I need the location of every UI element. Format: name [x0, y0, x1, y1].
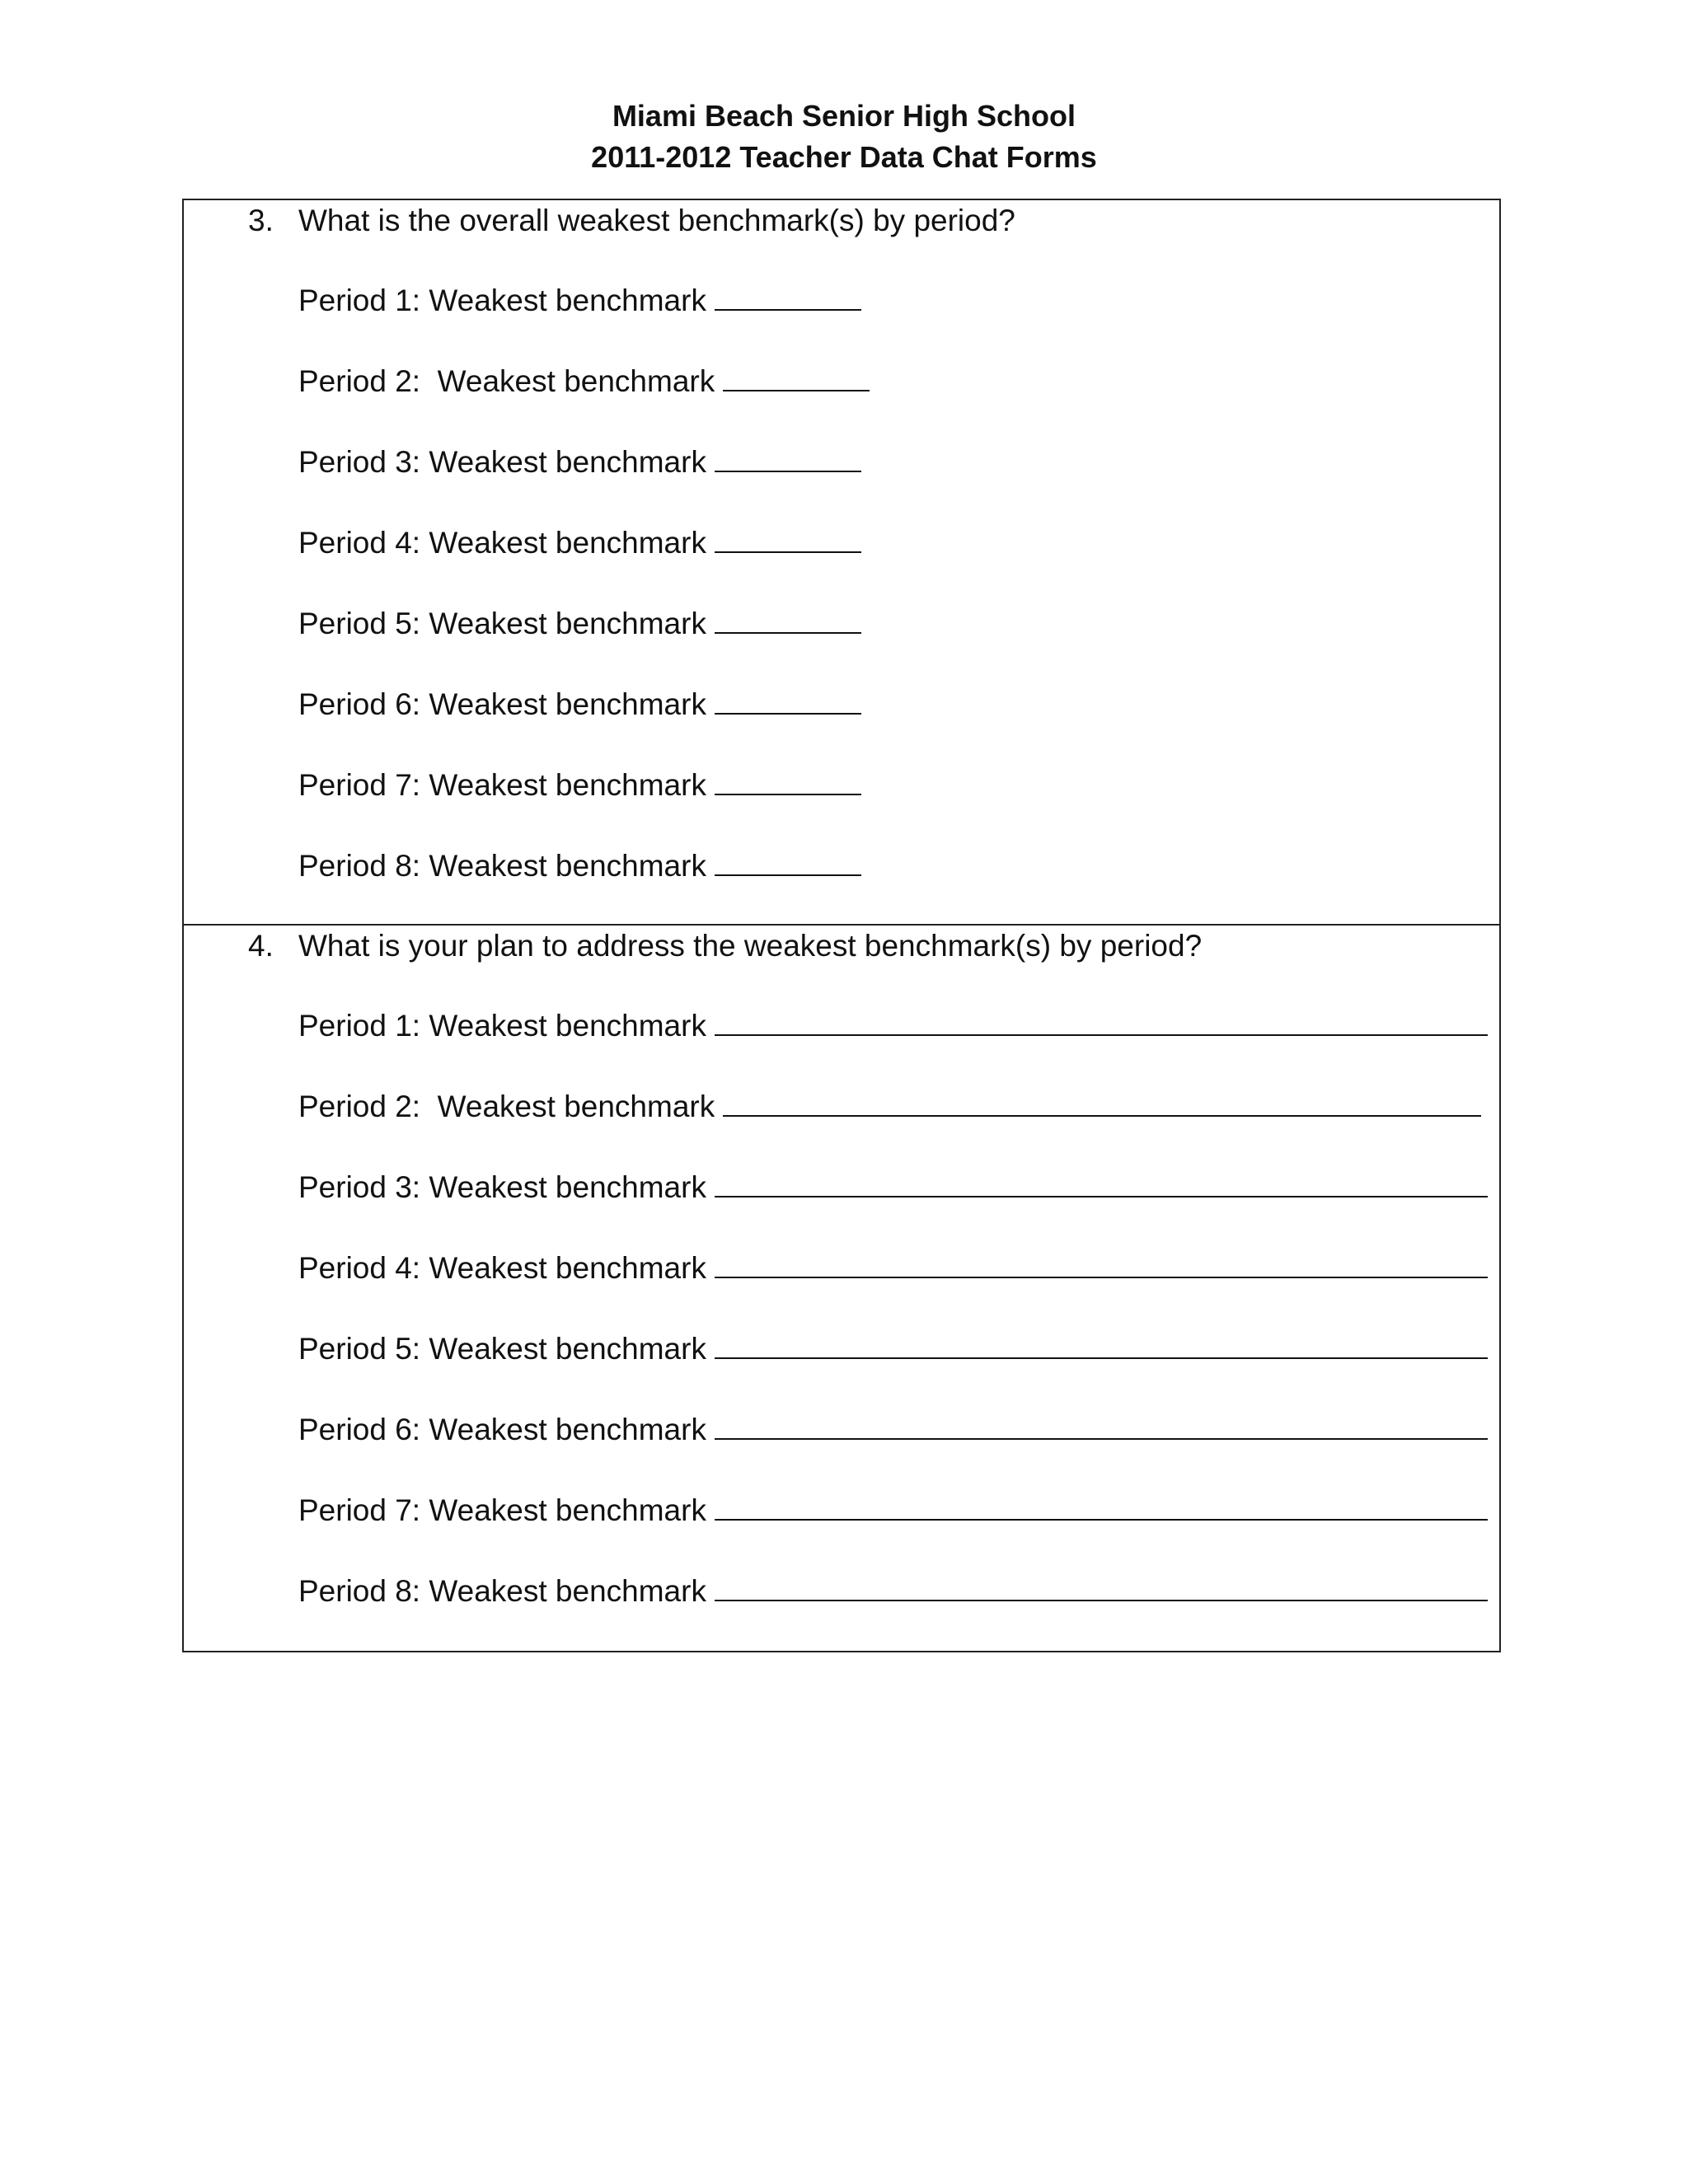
- q3-period-7-label: Period 7: Weakest benchmark: [298, 768, 706, 802]
- q4-period-1-blank[interactable]: [715, 1010, 1488, 1036]
- question-4-text: What is your plan to address the weakest benchmark(s) by period?: [298, 929, 1203, 963]
- q3-period-6-row: [298, 687, 861, 722]
- q4-period-1-row: [298, 1009, 1488, 1043]
- q4-period-7-label: Period 7: Weakest benchmark: [298, 1493, 706, 1527]
- question-3-number: 3.: [248, 204, 274, 237]
- q4-period-2-blank[interactable]: [723, 1090, 1481, 1117]
- q3-period-7-blank[interactable]: [715, 769, 861, 795]
- q4-period-4-row: [298, 1251, 1488, 1286]
- q4-period-6-blank[interactable]: [715, 1413, 1488, 1440]
- q4-period-5-label: Period 5: Weakest benchmark: [298, 1332, 706, 1366]
- q3-period-5-row: [298, 607, 861, 641]
- q3-period-6-label: Period 6: Weakest benchmark: [298, 687, 706, 721]
- q3-period-1-row: [298, 284, 861, 318]
- school-name: Miami Beach Senior High School: [612, 99, 1076, 133]
- q3-period-2-label: Period 2: Weakest benchmark: [298, 364, 715, 398]
- form-title: 2011-2012 Teacher Data Chat Forms: [591, 140, 1097, 174]
- q4-period-8-row: [298, 1574, 1488, 1609]
- q3-period-8-row: [298, 849, 861, 883]
- q4-period-4-blank[interactable]: [715, 1252, 1488, 1278]
- q3-period-3-blank[interactable]: [715, 446, 861, 472]
- q3-period-7-row: [298, 768, 861, 803]
- q4-period-8-blank[interactable]: [715, 1575, 1488, 1601]
- q4-period-2-row: [298, 1090, 1481, 1124]
- section-4-box: [182, 924, 1501, 1652]
- q3-period-5-label: Period 5: Weakest benchmark: [298, 607, 706, 640]
- q3-period-8-blank[interactable]: [715, 850, 861, 876]
- section-3-box: [182, 199, 1501, 926]
- q4-period-3-blank[interactable]: [715, 1171, 1488, 1197]
- q3-period-4-blank[interactable]: [715, 527, 861, 553]
- q4-period-5-row: [298, 1332, 1488, 1366]
- q3-period-5-blank[interactable]: [715, 607, 861, 634]
- q4-period-4-label: Period 4: Weakest benchmark: [298, 1251, 706, 1285]
- q4-period-2-label: Period 2: Weakest benchmark: [298, 1090, 715, 1123]
- q3-period-6-blank[interactable]: [715, 688, 861, 715]
- question-4-number: 4.: [248, 929, 274, 963]
- q4-period-3-row: [298, 1170, 1488, 1205]
- q3-period-4-label: Period 4: Weakest benchmark: [298, 526, 706, 560]
- q3-period-3-row: [298, 445, 861, 480]
- q4-period-1-label: Period 1: Weakest benchmark: [298, 1009, 706, 1043]
- q3-period-1-label: Period 1: Weakest benchmark: [298, 284, 706, 317]
- q3-period-2-blank[interactable]: [723, 365, 870, 391]
- q4-period-7-row: [298, 1493, 1488, 1528]
- q4-period-8-label: Period 8: Weakest benchmark: [298, 1574, 706, 1608]
- q4-period-7-blank[interactable]: [715, 1494, 1488, 1521]
- q4-period-3-label: Period 3: Weakest benchmark: [298, 1170, 706, 1204]
- q4-period-6-label: Period 6: Weakest benchmark: [298, 1413, 706, 1446]
- q3-period-3-label: Period 3: Weakest benchmark: [298, 445, 706, 479]
- question-3-text: What is the overall weakest benchmark(s) by period?: [298, 204, 1015, 237]
- q3-period-8-label: Period 8: Weakest benchmark: [298, 849, 706, 883]
- q3-period-4-row: [298, 526, 861, 560]
- q4-period-5-blank[interactable]: [715, 1333, 1488, 1359]
- q4-period-6-row: [298, 1413, 1488, 1447]
- q3-period-2-row: [298, 364, 870, 399]
- q3-period-1-blank[interactable]: [715, 284, 861, 311]
